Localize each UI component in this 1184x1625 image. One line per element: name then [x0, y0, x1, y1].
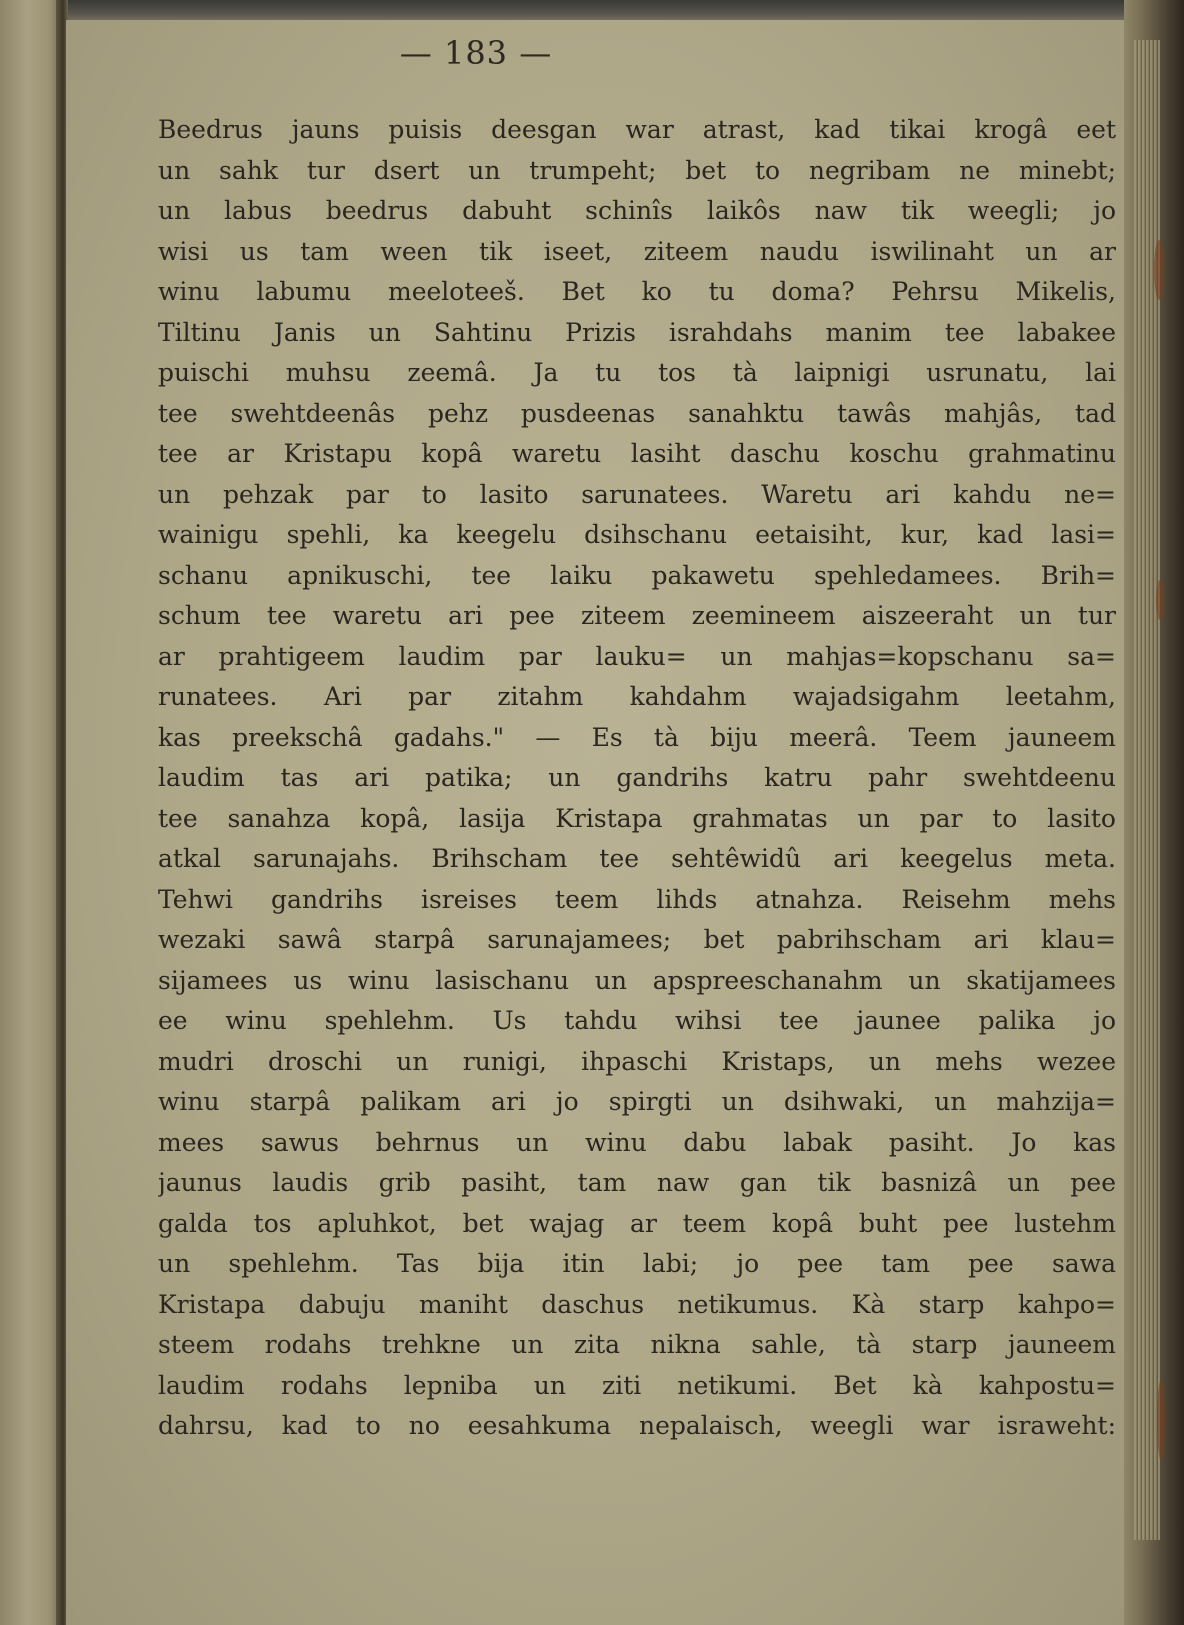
text-line: dahrsu, kad to no eesahkuma nepalaisch, weegli war israweht: [158, 1411, 1116, 1440]
text-line: Tiltinu Janis un Sahtinu Prizis israhdahs manim tee labakee [158, 317, 1116, 347]
text-line: Tehwi gandrihs isreises teem lihds atnahza. Reisehm mehs [158, 884, 1116, 914]
text-line: wezaki sawâ starpâ sarunajamees; bet pabrihscham ari klau= [158, 925, 1116, 954]
text-line: Kristapa dabuju maniht daschus netikumus. Kà starp kahpo= [158, 1289, 1116, 1319]
text-line: laudim tas ari patika; un gandrihs katru pahr swehtdeenu [158, 763, 1116, 792]
text-line: un spehlehm. Tas bija itin labi; jo pee tam pee sawa [158, 1249, 1116, 1278]
text-line: atkal sarunajahs. Brihscham tee sehtêwidû ari keegelus meta. [158, 844, 1116, 873]
text-line: winu labumu meeloteeš. Bet ko tu doma? Pehrsu Mikelis, [158, 277, 1116, 306]
page-number: — 183 — [399, 34, 553, 72]
stain-mark [1157, 1380, 1165, 1460]
book-page [66, 20, 1128, 1625]
text-line: ar prahtigeem laudim par lauku= un mahjas=kopschanu sa= [158, 641, 1116, 671]
text-line: laudim rodahs lepniba un ziti netikumi. Bet kà kahpostu= [158, 1370, 1116, 1400]
text-line: schum tee waretu ari pee ziteem zeemineem aiszeeraht un tur [158, 601, 1116, 630]
text-line: puischi muhsu zeemâ. Ja tu tos tà laipnigi usrunatu, lai [158, 358, 1116, 387]
text-line: ee winu spehlehm. Us tahdu wihsi tee jaunee palika jo [158, 1006, 1116, 1035]
text-line: Beedrus jauns puisis deesgan war atrast, kad tikai krogâ eet [158, 115, 1116, 144]
stain-mark [1156, 580, 1164, 620]
right-book-edge [1124, 0, 1184, 1625]
text-line: tee sanahza kopâ, lasija Kristapa grahmatas un par to lasito [158, 803, 1116, 833]
text-line: runatees. Ari par zitahm kahdahm wajadsigahm leetahm, [158, 682, 1116, 711]
text-line: wisi us tam ween tik iseet, ziteem naudu iswilinaht un ar [158, 236, 1116, 266]
stain-mark [1154, 240, 1164, 300]
body-text [158, 110, 1116, 1447]
text-line: un pehzak par to lasito sarunatees. Waretu ari kahdu ne= [158, 479, 1116, 509]
text-line: tee swehtdeenâs pehz pusdeenas sanahktu tawâs mahjâs, tad [158, 398, 1116, 428]
text-line: tee ar Kristapu kopâ waretu lasiht daschu koschu grahmatinu [158, 439, 1116, 468]
text-line: steem rodahs trehkne un zita nikna sahle, tà starp jauneem [158, 1330, 1116, 1359]
text-line: un labus beedrus dabuht schinîs laikôs naw tik weegli; jo [158, 196, 1116, 225]
text-line: winu starpâ palikam ari jo spirgti un dsihwaki, un mahzija= [158, 1087, 1116, 1116]
left-page-edge [0, 0, 62, 1625]
text-line: schanu apnikuschi, tee laiku pakawetu spehledamees. Brih= [158, 560, 1116, 590]
text-line: mudri droschi un runigi, ihpaschi Kristaps, un mehs wezee [158, 1046, 1116, 1076]
top-edge-shadow [0, 0, 1184, 22]
text-line: mees sawus behrnus un winu dabu labak pasiht. Jo kas [158, 1127, 1116, 1157]
text-line: wainigu spehli, ka keegelu dsihschanu eetaisiht, kur, kad lasi= [158, 520, 1116, 549]
text-line: sijamees us winu lasischanu un apspreeschanahm un skatijamees [158, 965, 1116, 995]
text-line: un sahk tur dsert un trumpeht; bet to negribam ne minebt; [158, 155, 1116, 185]
text-line: kas preekschâ gadahs." — Es tà biju meerâ. Teem jauneem [158, 722, 1116, 752]
text-line: galda tos apluhkot, bet wajag ar teem kopâ buht pee lustehm [158, 1208, 1116, 1238]
text-line: jaunus laudis grib pasiht, tam naw gan tik basnizâ un pee [158, 1168, 1116, 1197]
